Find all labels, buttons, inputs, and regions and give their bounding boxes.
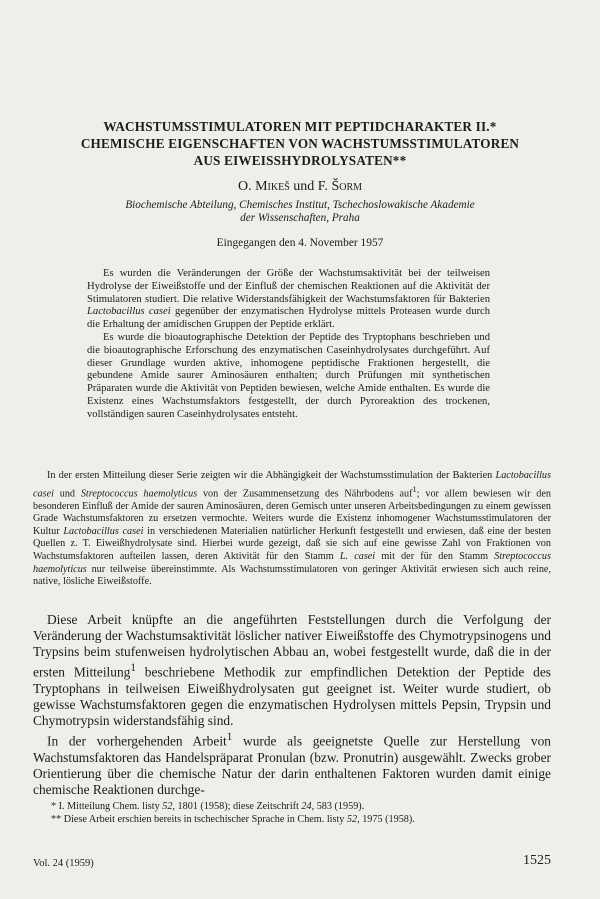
reference-marker: 1 (412, 483, 417, 494)
intro-text: nur teilweise übereinstimmte. Als Wachstumsstimulatoren von geringer Aktivität erwiesen sich auch reine, native, lösliche Eiweißstoffe. (33, 563, 551, 588)
affiliation (40, 199, 560, 225)
page-footer (33, 849, 551, 869)
intro-text: ; vor allem bewiesen wir den besonderen Einfluß der Amide der sauren Aminosäuren, deren Gemisch unter unseren Arbeitsbedingungen zu einem gewissen Grade Wachstumsfaktoren zu ersetzen vermochte. Weiters wurde die Existenz inhomogener Wachstumsstimulatoren der Kultur (33, 487, 551, 537)
volume-label: Vol. 24 (1959) (33, 858, 94, 869)
author-1-name: Mikeš (255, 179, 290, 194)
volume-number: 24 (301, 801, 312, 812)
author-1-initial: O. (237, 179, 256, 194)
article-title-line-2: CHEMISCHE EIGENSCHAFTEN VON WACHSTUMSSTIMULATOREN (80, 136, 520, 151)
author-line (40, 179, 560, 195)
article-title-line-3: AUS EIWEISSHYDROLYSATEN** (193, 153, 407, 168)
body-paragraph-2 (33, 729, 551, 798)
species-name: L. casei (339, 550, 376, 562)
intro-text: mit der für den Stamm (375, 550, 495, 562)
body-text-run: In der vorhergehenden Arbeit (47, 733, 227, 749)
species-name: Lactobacillus casei (33, 470, 551, 499)
species-name: Lactobacillus casei (63, 525, 144, 537)
abstract-paragraph-2: Es wurde die bioautographische Detektion der Peptide des Tryptophans beschrieben und die bioautographische Erforschung des enzymatischen Caseinhydrolysates durchgeführt. Auf dieser Grundlage wurden aktive, inhomogene peptidische Fraktionen hergestellt, die gebundene Amide saurer Aminosäuren enthalten; durch Prüfungen mit synthetischen Präparaten wurde die Aktivität von Peptiden bewiesen, welche Amide enthalten. Es wurde die Existenz eines Wachstumsfaktors festgestellt, der durch Pyroreaktion des trockenen, vollständigen sauren Caseinhydrolysates entsteht. (87, 331, 490, 420)
body-text-run: Diese Arbeit knüpfte an die angeführten Feststellungen durch die Verfolgung der Veränderung der Wachstumsaktivität löslicher nativer Eiweißstoffe des Chymotrypsinogens und Trypsins beim stufenweisen hydrolytischen Abbau an, wobei festgestellt wurde, daß die in der ersten Mitteilung (33, 612, 551, 680)
footnote-text: ** Diese Arbeit erschien bereits in tschechischer Sprache in Chem. listy (51, 814, 347, 825)
body-paragraph-1 (33, 612, 551, 729)
species-name: Lactobacillus casei (87, 306, 171, 318)
body-text (33, 612, 551, 798)
volume-number: 52 (162, 801, 173, 812)
body-text-run: wurde als geeignetste Quelle zur Herstellung von Wachstumsfaktoren das Handelspräparat Pronulan (bzw. Pronutrin) ausgewählt. Zwecks grober Orientierung über die chemische Natur der darin enthaltenen Faktoren wurden damit einige chemische Reaktionen durchge- (33, 733, 551, 797)
footnote-text: , 583 (1959). (311, 801, 365, 812)
affiliation-line-2: der Wissenschaften, Praha (240, 212, 360, 224)
species-name: Streptococcus haemolyticus (80, 487, 198, 499)
reference-marker: 1 (130, 662, 136, 675)
abstract-text: gegenüber der enzymatischen Hydrolyse mittels Proteasen wurde durch die Erhaltung der amidischen Gruppen der Peptide erklärt. (87, 306, 491, 331)
affiliation-line-1: Biochemische Abteilung, Chemisches Institut, Tschechoslowakische Akademie (125, 199, 475, 211)
footnote-text: , 1801 (1958); diese Zeitschrift (172, 801, 302, 812)
abstract (87, 268, 490, 422)
author-2-name: Šorm (331, 179, 363, 194)
abstract-text: Es wurden die Veränderungen der Größe der Wachstumsaktivität bei der teilweisen Hydrolyse der Eiweißstoffe und der Einfluß der chemischen Reaktionen auf die Aktivität der Stimulatoren studiert. Die relative Widerstandsfähigkeit der Wachstumsfaktoren für Bakterien (87, 268, 490, 305)
footnote-2 (33, 813, 551, 826)
footnote-1 (33, 800, 551, 813)
page-number: 1525 (523, 853, 551, 868)
footnotes (33, 800, 551, 826)
species-name: Streptococcus haemolyticus (33, 550, 551, 575)
received-date: Eingegangen den 4. November 1957 (216, 237, 384, 249)
abstract-paragraph-1 (87, 268, 490, 332)
reference-marker: 1 (226, 731, 233, 744)
article-header (40, 118, 560, 249)
introduction-paragraph (33, 470, 551, 589)
intro-text: in verschiedenen Materialien natürlicher Herkunft festgestellt und erwiesen, daß eine der besten Quellen z. T. Eiweißhydrolysate sind. Hierbei wurde gezeigt, daß sie sich auf eine gewisse Zahl von Fraktionen von Wachstumsfaktoren aufteilen lassen, deren Aktivität für den Stamm (33, 525, 551, 562)
intro-text: In der ersten Mitteilung dieser Serie zeigten wir die Abhängigkeit der Wachstumsstimulation der Bakterien (47, 470, 496, 481)
intro-text: von der Zusammensetzung des Nährbodens auf (197, 487, 413, 499)
article-title-line-1: WACHSTUMSSTIMULATOREN MIT PEPTIDCHARAKTER II.* (103, 119, 497, 134)
footnote-text: * I. Mitteilung Chem. listy (51, 801, 163, 812)
volume-number: 52 (346, 814, 358, 825)
footnote-text: , 1975 (1958). (357, 814, 415, 825)
author-joiner: und F. (289, 179, 332, 194)
introduction (33, 470, 551, 589)
body-text-run: beschriebene Methodik zur empfindlichen Detektion der Peptide des Tryptophans in teilweisen Eiweißhydrolysaten gut geeignet ist. Weiter wurde studiert, ob gewisse Wachstumsfaktoren gegen die enzymatischen Hydrolysen mittels Pepsin, Trypsin und Chymotrypsin widerstandsfähig sind. (33, 664, 551, 729)
intro-text: und (53, 487, 81, 499)
